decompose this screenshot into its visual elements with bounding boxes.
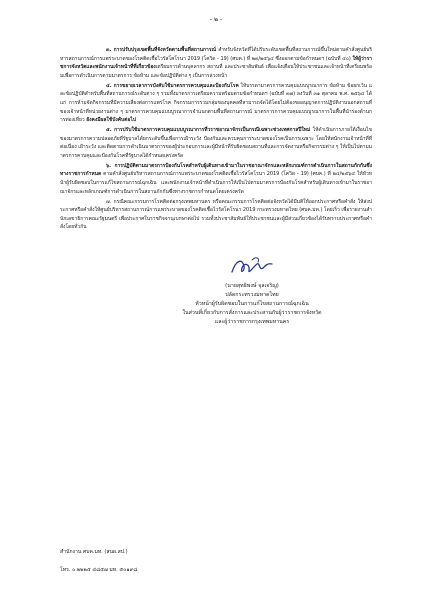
paragraph-heading: ๕. การปรับใช้มาตรการควบคุมแบบบูรณาการที่วราชอาณาจักรเป็นกรณีเฉพาะช่วงเทศกาลปีใหม่	[106, 127, 311, 134]
signatory-position: ปลัดกระทรวงมหาดไทย	[225, 292, 279, 299]
paragraph-6	[60, 162, 372, 196]
footer-telephone: โทร. ๐ ๒๒๒๕ ๔๘๕๗ มท. ๕๐๑๙๘	[60, 567, 138, 573]
paragraph-5	[60, 126, 372, 160]
signatory-role-line-3: และผู้ว่าราชการกรุงเทพมหานคร	[214, 319, 290, 326]
paragraph-body: สำหรับจังหวัดที่ได้ปรับระดับเขตพื้นที่สถานการณ์ขึ้นใหม่ตามคำสั่งศูนย์บริหารสถานการณ์การแพร่ระบาดของโรคติดเชื้อไวรัสโคโรนา 2019 (โควิด - 19) (ศบค.) ที่ ๒๓/๒๕๖๔ ซึ่งออกตามข้อกำหนดฯ (ฉบับที่ ๔๐)	[60, 47, 372, 62]
paragraph-emphasis: ให้ผู้ว่าราชการจังหวัดและพนักงานเจ้าหน้าที่ที่เกี่ยวข้อง	[60, 55, 372, 71]
page-number: - ๒ -	[209, 16, 223, 23]
paragraph-body: ให้บรรดามาตรการควบคุมแบบบูรณาการ ข้อห้าม ข้อยกเว้น และข้อปฏิบัติสำหรับพื้นที่สถานการณ์ระดับต่าง ๆ รวมทั้งมาตรการเตรียมความพร้อมตามข้อกำหนดฯ (ฉบับที่ ๓๗) ลงวันที่ ๓๑ ตุลาคม พ.ศ. ๒๕๖๔ ได้แก่ การห้ามจัดกิจกรรมที่มีความเสี่ยงต่อการแพร่โรค กิจกรรมการรวมกลุ่มของบุคคลที่สามารถจัดได้โดยไม่ต้องขออนุญาตการปฏิบัติงานนอกสถานที่ของเจ้าหน้าที่หน่วยงานต่าง ๆ มาตรการควบคุมแบบบูรณาการจำแนกตามพื้นที่สถานการณ์ มาตรการการควบคุมแบบบูรณาการในพื้นที่นำร่องด้านการท่องเที่ยว	[60, 82, 372, 124]
paragraph-3	[60, 46, 372, 80]
signatory-name: (นายสุทธิพงษ์ จุลเจริญ)	[225, 283, 279, 290]
paragraph-body: ๗. กรณีคณะกรรมการโรคติดต่อกรุงเทพมหานคร หรือคณะกรรมการโรคติดต่อจังหวัดได้มีมติให้ออกประกาศหรือคำสั่ง ให้ส่งประกาศหรือคำสั่งให้ศูนย์บริหารสถานการณ์การแพร่ระบาดของโรคติดเชื้อไวรัสโคโรนา 2019 กระทรวงมหาดไทย (ศบค.มท.) โดยเร็ว เพื่อรายงานสำนักเลขาธิการคณะรัฐมนตรี เพื่อประกาศในราชกิจจานุเบกษาต่อไป รวมทั้งประชาสัมพันธ์ให้ประชาชนและผู้มีส่วนเกี่ยวข้องได้รับทราบประกาศหรือคำสั่งโดยทั่วกัน	[60, 198, 372, 231]
paragraph-emphasis: ยังคงมีผลใช้บังคับต่อไป	[86, 117, 136, 124]
signatory-role-line-1: หัวหน้าผู้รับผิดชอบในการแก้ไขสถานการณ์ฉุกเฉิน	[195, 301, 309, 308]
signatory-role-line-2: ในส่วนที่เกี่ยวกับการสั่งการและประสานกับผู้ว่าราชการจังหวัด	[182, 310, 322, 317]
paragraph-heading: ๖. การปฏิบัติตามมาตรการป้องกันโรคสำหรับผู้เดินทางเข้ามาในราชอาณาจักรและหลักเกณฑ์การดำเนินการในสถานกักกันซึ่งทางราชการกำหนด	[60, 162, 372, 178]
signature-block	[60, 252, 372, 327]
paragraph-body: ตามคำสั่งศูนย์บริหารสถานการณ์การแพร่ระบาดของโรคติดเชื้อไวรัสโคโรนา 2019 (โควิด - 19) (ศบค.) ที่ ๒๔/๒๕๖๔ ให้หัวหน้าผู้รับผิดชอบในการแก้ไขสถานการณ์ฉุกเฉิน และพนักงานเจ้าหน้าที่ดำเนินการให้เป็นไปตามมาตรการป้องกันโรคสำหรับผู้เดินทางเข้ามาในราชอาณาจักรและหลักเกณฑ์การดำเนินการในสถานกักกันซึ่งทางราชการกำหนดโดยเคร่งครัด	[60, 171, 372, 195]
paragraph-tail: เตรียมการด้านบุคลากร สถานที่ และประชาสัมพันธ์ เพื่อแจ้งเตือนให้ประชาชนและเจ้าหน้าที่เตรียมพร้อมเพื่อการดำเนินการตามมาตรการ ข้อห้าม และข้อปฏิบัติต่าง ๆ เป็นการล่วงหน้า	[60, 64, 372, 79]
paragraph-heading: ๓. การปรับปรุงเขตพื้นที่จังหวัดตามพื้นที่สถานการณ์	[106, 47, 217, 53]
paragraph-body: ให้ดำเนินการภายใต้เงื่อนไขของมาตรการความปลอดภัยที่รัฐบาลได้ยกระดับขึ้นเพื่อการเฝ้าระวัง ป้องกันและควบคุมการระบาดของโรคเป็นการเฉพาะ โดยให้พนักงานเจ้าหน้าที่ที่ต่อเนื่อง เฝ้าระวัง และติดตามการดำเนินมาตรการของผู้ประกอบการและผู้มีหน้าที่รับผิดชอบสถานที่และการจัดงานหรือกิจกรรมต่าง ๆ ให้เป็นไปตามมาตรการควบคุมและป้องกันโรคที่รัฐบาลได้กำหนดเคร่งครัด	[60, 127, 372, 159]
paragraph-7	[60, 198, 372, 232]
footer-department: สำนักงาน ศบค.มท. (สนผ.สป.)	[60, 549, 128, 555]
handwritten-signature-icon	[222, 252, 282, 282]
paragraph-4	[60, 82, 372, 125]
paragraph-heading: ๔. การขยายเวลาการบังคับใช้มาตรการควบคุมและป้องกันโรค	[106, 82, 239, 89]
